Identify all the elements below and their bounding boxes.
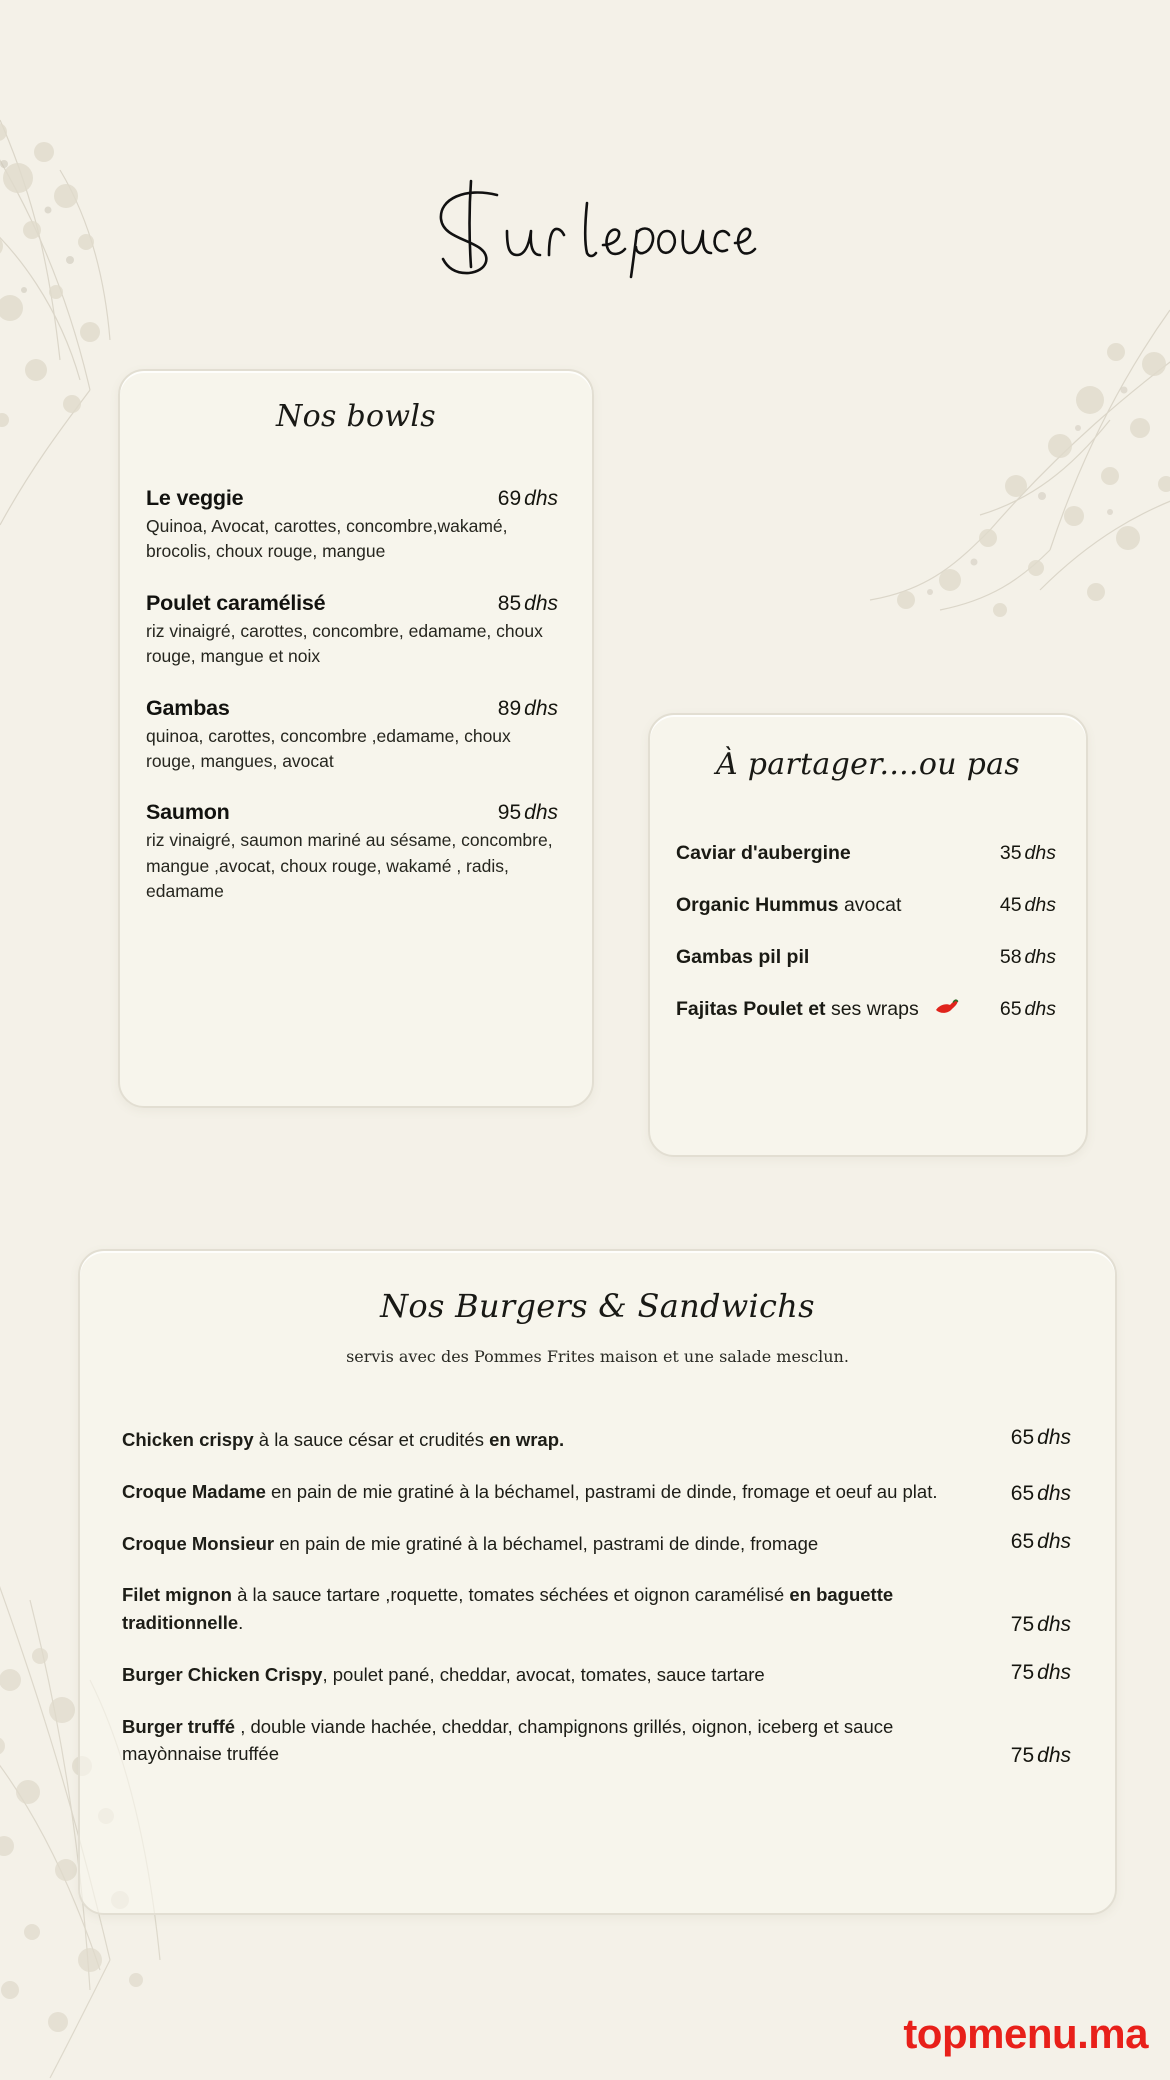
price-amount: 65 (1010, 1481, 1035, 1505)
item-name: Le veggie (146, 486, 244, 510)
price-amount: 89 (497, 696, 522, 720)
item-name: Croque Monsieur (122, 1532, 275, 1554)
share-card-title: À partager....ou pas (715, 747, 1021, 782)
price-amount: 75 (1010, 1744, 1035, 1767)
item-description: quinoa, carottes, concombre ,edamame, choux rouge, mangues, avocat (146, 725, 511, 771)
list-item[interactable] (146, 800, 558, 904)
item-name: Organic Hummus (676, 894, 839, 916)
item-price (498, 801, 558, 825)
item-description: riz vinaigré, carottes, concombre, edamame, choux rouge, mangue et noix (146, 620, 543, 667)
item-price (1011, 1661, 1071, 1685)
item-text (122, 1661, 1071, 1689)
price-currency: dhs (1037, 1744, 1071, 1767)
price-currency: dhs (1024, 998, 1056, 1020)
price-currency: dhs (524, 487, 558, 510)
item-detail: avocat (838, 894, 902, 916)
price-amount: 58 (999, 946, 1022, 968)
item-emphasis: en baguette traditionnelle (122, 1584, 894, 1633)
price-currency: dhs (524, 696, 558, 720)
item-price (1011, 1530, 1071, 1554)
list-item[interactable] (122, 1581, 1071, 1637)
burgers-card-subtitle: servis avec des Pommes Frites maison et une salade mesclun. (346, 1347, 849, 1366)
item-price (1011, 1426, 1071, 1450)
item-name: Poulet caramélisé (146, 590, 326, 615)
item-text (122, 1530, 1071, 1558)
item-name: Gambas pil pil (676, 946, 810, 968)
price-amount: 95 (497, 801, 522, 825)
burgers-card-title: Nos Burgers & Sandwichs (380, 1287, 815, 1325)
price-currency: dhs (1037, 1612, 1071, 1636)
burgers-card (78, 1249, 1117, 1915)
item-label (676, 842, 851, 865)
item-label (676, 946, 809, 969)
price-amount: 75 (1010, 1612, 1035, 1636)
price-currency: dhs (1024, 842, 1056, 864)
item-text (122, 1713, 1071, 1769)
item-description: Quinoa, Avocat, carottes, concombre,wakamé, brocolis, choux rouge, mangue (146, 516, 508, 562)
share-list (676, 842, 1056, 1021)
bowl-header (146, 486, 558, 511)
price-amount: 45 (999, 894, 1022, 916)
price-currency: dhs (524, 591, 558, 615)
item-name: Caviar d'aubergine (676, 842, 851, 864)
item-text (122, 1581, 1071, 1637)
item-emphasis: en wrap. (489, 1429, 565, 1450)
item-name: Croque Madame (122, 1480, 266, 1502)
item-label (676, 998, 960, 1021)
item-description: , poulet pané, cheddar, avocat, tomates, sauce tartare (322, 1663, 765, 1685)
price-amount: 65 (1010, 1426, 1035, 1449)
price-amount: 85 (497, 591, 522, 615)
price-currency: dhs (1037, 1529, 1071, 1553)
price-currency: dhs (1037, 1426, 1071, 1449)
list-item[interactable] (676, 946, 1056, 969)
item-name: Burger truffé (122, 1715, 236, 1737)
item-price (498, 487, 558, 511)
item-text (122, 1478, 1071, 1506)
item-price (1011, 1482, 1071, 1506)
list-item[interactable] (676, 842, 1056, 865)
bowls-list (146, 486, 558, 904)
price-currency: dhs (1024, 894, 1056, 916)
item-description: à la sauce césar et crudités (253, 1429, 490, 1450)
list-item[interactable] (122, 1661, 1071, 1689)
price-currency: dhs (524, 801, 558, 825)
item-name: Chicken crispy (122, 1429, 254, 1450)
item-label (676, 894, 901, 917)
price-currency: dhs (1037, 1660, 1071, 1684)
item-description: riz vinaigré, saumon mariné au sésame, concombre, mangue ,avocat, choux rouge, wakamé , radis, edamame (146, 830, 553, 901)
item-price (498, 592, 558, 616)
item-price (1000, 998, 1056, 1021)
item-price (1000, 842, 1056, 865)
item-price (1000, 946, 1056, 969)
bowl-header (146, 591, 558, 616)
item-text (122, 1426, 1071, 1454)
bowl-header (146, 696, 558, 721)
list-item[interactable] (146, 486, 558, 565)
item-price (498, 697, 558, 721)
chili-pepper-icon (924, 999, 960, 1020)
item-description-tail: . (238, 1612, 244, 1633)
list-item[interactable] (122, 1478, 1071, 1506)
item-price (1011, 1613, 1071, 1637)
item-description: en pain de mie gratiné à la béchamel, pastrami de dinde, fromage (274, 1532, 819, 1554)
botanical-decoration-top-right (810, 300, 1170, 720)
item-price (1000, 894, 1056, 917)
list-item[interactable] (122, 1426, 1071, 1454)
price-amount: 69 (497, 487, 522, 510)
price-currency: dhs (1037, 1481, 1071, 1505)
bowl-header (146, 800, 558, 825)
list-item[interactable] (122, 1713, 1071, 1769)
list-item[interactable] (146, 696, 558, 775)
list-item[interactable] (122, 1530, 1071, 1558)
price-amount: 75 (1010, 1660, 1035, 1684)
list-item[interactable] (676, 998, 1056, 1021)
page-title-script (425, 175, 745, 285)
price-amount: 65 (999, 998, 1022, 1020)
list-item[interactable] (676, 894, 1056, 917)
bowls-card-title: Nos bowls (276, 399, 436, 434)
item-name: Burger Chicken Crispy (122, 1663, 323, 1685)
price-amount: 65 (1010, 1529, 1035, 1553)
item-name: Filet mignon (122, 1584, 232, 1606)
item-description: en pain de mie gratiné à la béchamel, pastrami de dinde, fromage et oeuf au plat. (265, 1480, 938, 1502)
item-description: , double viande hachée, cheddar, champignons grillés, oignon, iceberg et sauce mayònnaise truffée (122, 1715, 894, 1765)
page-title (0, 175, 1170, 285)
item-price (1011, 1744, 1071, 1768)
price-amount: 35 (999, 842, 1022, 864)
bowls-card (118, 369, 594, 1108)
watermark: topmenu.ma (903, 2010, 1148, 2057)
share-card (648, 713, 1088, 1157)
item-name: Fajitas Poulet et (676, 998, 826, 1020)
item-detail: ses wraps (825, 998, 919, 1020)
list-item[interactable] (146, 591, 558, 670)
burgers-list (122, 1426, 1071, 1768)
item-name: Saumon (146, 800, 230, 825)
price-currency: dhs (1024, 946, 1056, 968)
item-description: à la sauce tartare ,roquette, tomates séchées et oignon caramélisé (231, 1584, 790, 1606)
item-name: Gambas (146, 695, 230, 720)
